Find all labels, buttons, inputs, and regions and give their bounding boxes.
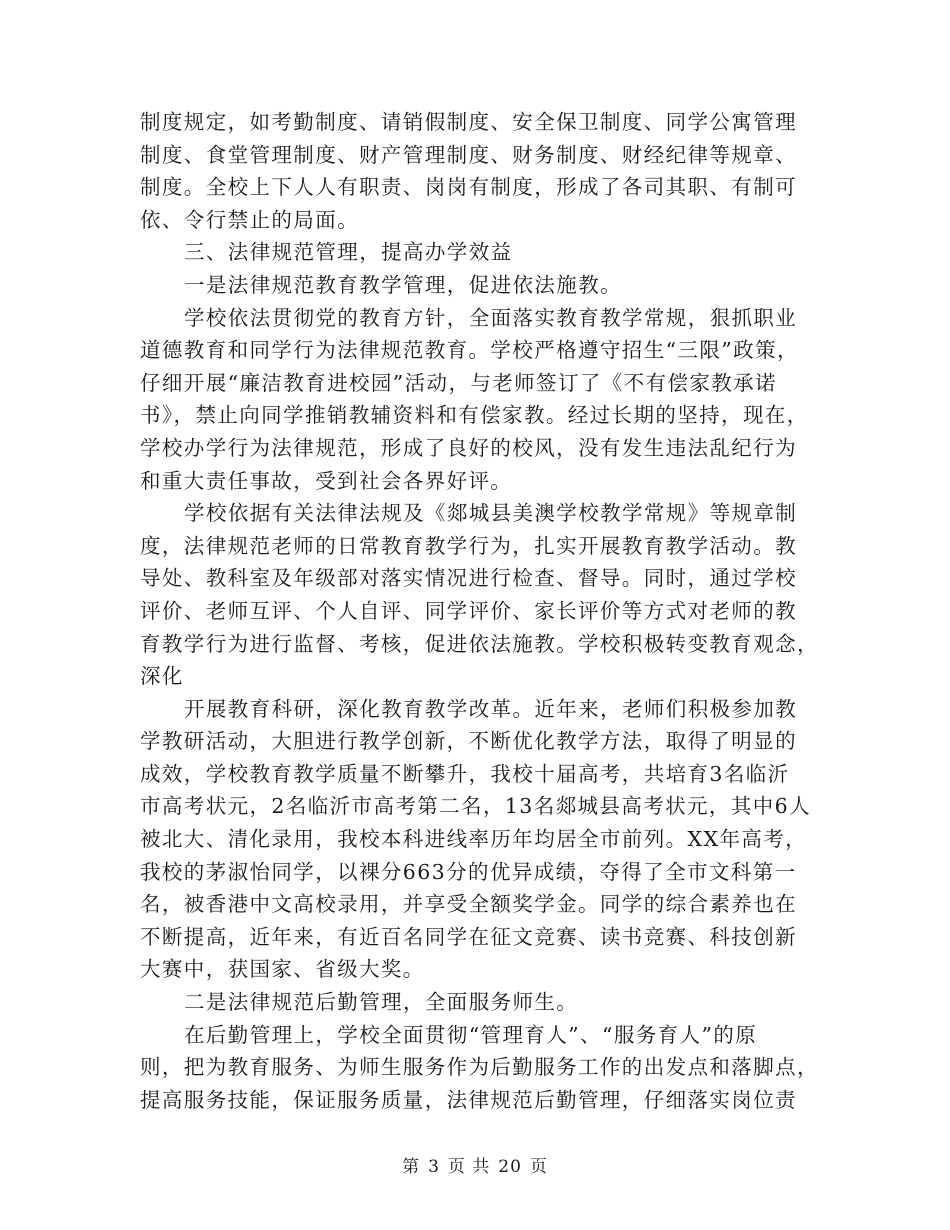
- text-line: 学校办学行为法律规范，形成了良好的校风，没有发生违法乱纪行为: [140, 435, 797, 460]
- text-line: 不断提高，近年来，有近百名同学在征文竞赛、读书竞赛、科技创新: [140, 924, 797, 949]
- paragraph: [140, 986, 810, 1019]
- paragraph: [140, 236, 810, 269]
- text-line: 名，被香港中文高校录用，并享受全额奖学金。同学的综合素养也在: [140, 892, 797, 917]
- paragraph: [140, 302, 810, 498]
- text-line: 导处、教科室及年级部对落实情况进行检查、督导。同时，通过学校: [140, 566, 797, 591]
- text-line: 被北大、清化录用，我校本科进线率历年均居全市前列。XX年高考，: [140, 827, 808, 852]
- text-line: 制度规定，如考勤制度、请销假制度、安全保卫制度、同学公寓管理: [140, 110, 797, 134]
- paragraph: [140, 1019, 819, 1117]
- footer-total-pages: 20: [498, 1157, 522, 1177]
- text-line: 我校的茅淑怡同学，以裸分663分的优异成绩，夺得了全市文科第一: [140, 859, 797, 884]
- text-line: 书》，禁止向同学推销教辅资料和有偿家教。经过长期的坚持，现在，: [140, 403, 809, 428]
- text-line: 制度、食堂管理制度、财产管理制度、财务制度、财经纪律等规章、: [140, 142, 797, 167]
- text-line: 育教学行为进行监督、考核，促进依法施教。学校积极转变教育观念，: [140, 631, 819, 656]
- paragraph: [140, 269, 810, 302]
- text-line: 提高服务技能，保证服务质量，法律规范后勤管理，仔细落实岗位责: [140, 1087, 797, 1112]
- text-line: 道德教育和同学行为法律规范教育。学校严格遵守招生“三限”政策，: [140, 338, 799, 363]
- paragraph: [140, 497, 819, 693]
- text-line: 深化: [140, 664, 184, 689]
- footer-suffix: 页: [529, 1157, 548, 1177]
- text-line: 在后勤管理上，学校全面贯彻“管理育人”、“服务育人”的原: [184, 1022, 758, 1047]
- footer-prefix: 第: [402, 1157, 421, 1177]
- text-line: 二是法律规范后勤管理，全面服务师生。: [184, 990, 579, 1015]
- text-line: 市高考状元，2名临沂市高考第二名，13名郯城县高考状元，其中6人: [140, 794, 811, 819]
- paragraph: [140, 693, 810, 986]
- text-line: 学教研活动，大胆进行教学创新，不断优化教学方法，取得了明显的: [140, 729, 797, 754]
- text-line: 则，把为教育服务、为师生服务作为后勤服务工作的出发点和落脚点，: [140, 1055, 819, 1080]
- paragraph: [140, 106, 810, 236]
- text-line: 度，法律规范老师的日常教育教学行为，扎实开展教育教学活动。教: [140, 533, 797, 558]
- text-line: 学校依法贯彻党的教育方针，全面落实教育教学常规，狠抓职业: [184, 305, 798, 330]
- text-line: 三、法律规范管理，提高办学效益: [184, 240, 513, 265]
- text-line: 依、令行禁止的局面。: [140, 207, 359, 232]
- text-line: 成效，学校教育教学质量不断攀升，我校十届高考，共培育3名临沂: [140, 761, 790, 786]
- text-line: 制度。全校上下人人有职责、岗岗有制度，形成了各司其职、有制可: [140, 175, 797, 200]
- text-line: 和重大责任事故，受到社会各界好评。: [140, 468, 513, 493]
- footer-middle: 页 共: [447, 1157, 491, 1177]
- document-body: [140, 106, 819, 1116]
- page-footer: [0, 1152, 950, 1177]
- text-line: 大赛中，获国家、省级大奖。: [140, 957, 425, 982]
- text-line: 学校依据有关法律法规及《郯城县美澳学校教学常规》等规章制: [184, 501, 798, 526]
- text-line: 评价、老师互评、个人自评、同学评价、家长评价等方式对老师的教: [140, 598, 797, 623]
- text-line: 开展教育科研，深化教育教学改革。近年来，老师们积极参加教: [184, 696, 798, 721]
- footer-page-number: 3: [428, 1157, 440, 1177]
- text-line: 一是法律规范教育教学管理，促进依法施教。: [184, 272, 622, 297]
- text-line: 仔细开展“廉洁教育进校园”活动，与老师签订了《不有偿家教承诺: [140, 370, 777, 395]
